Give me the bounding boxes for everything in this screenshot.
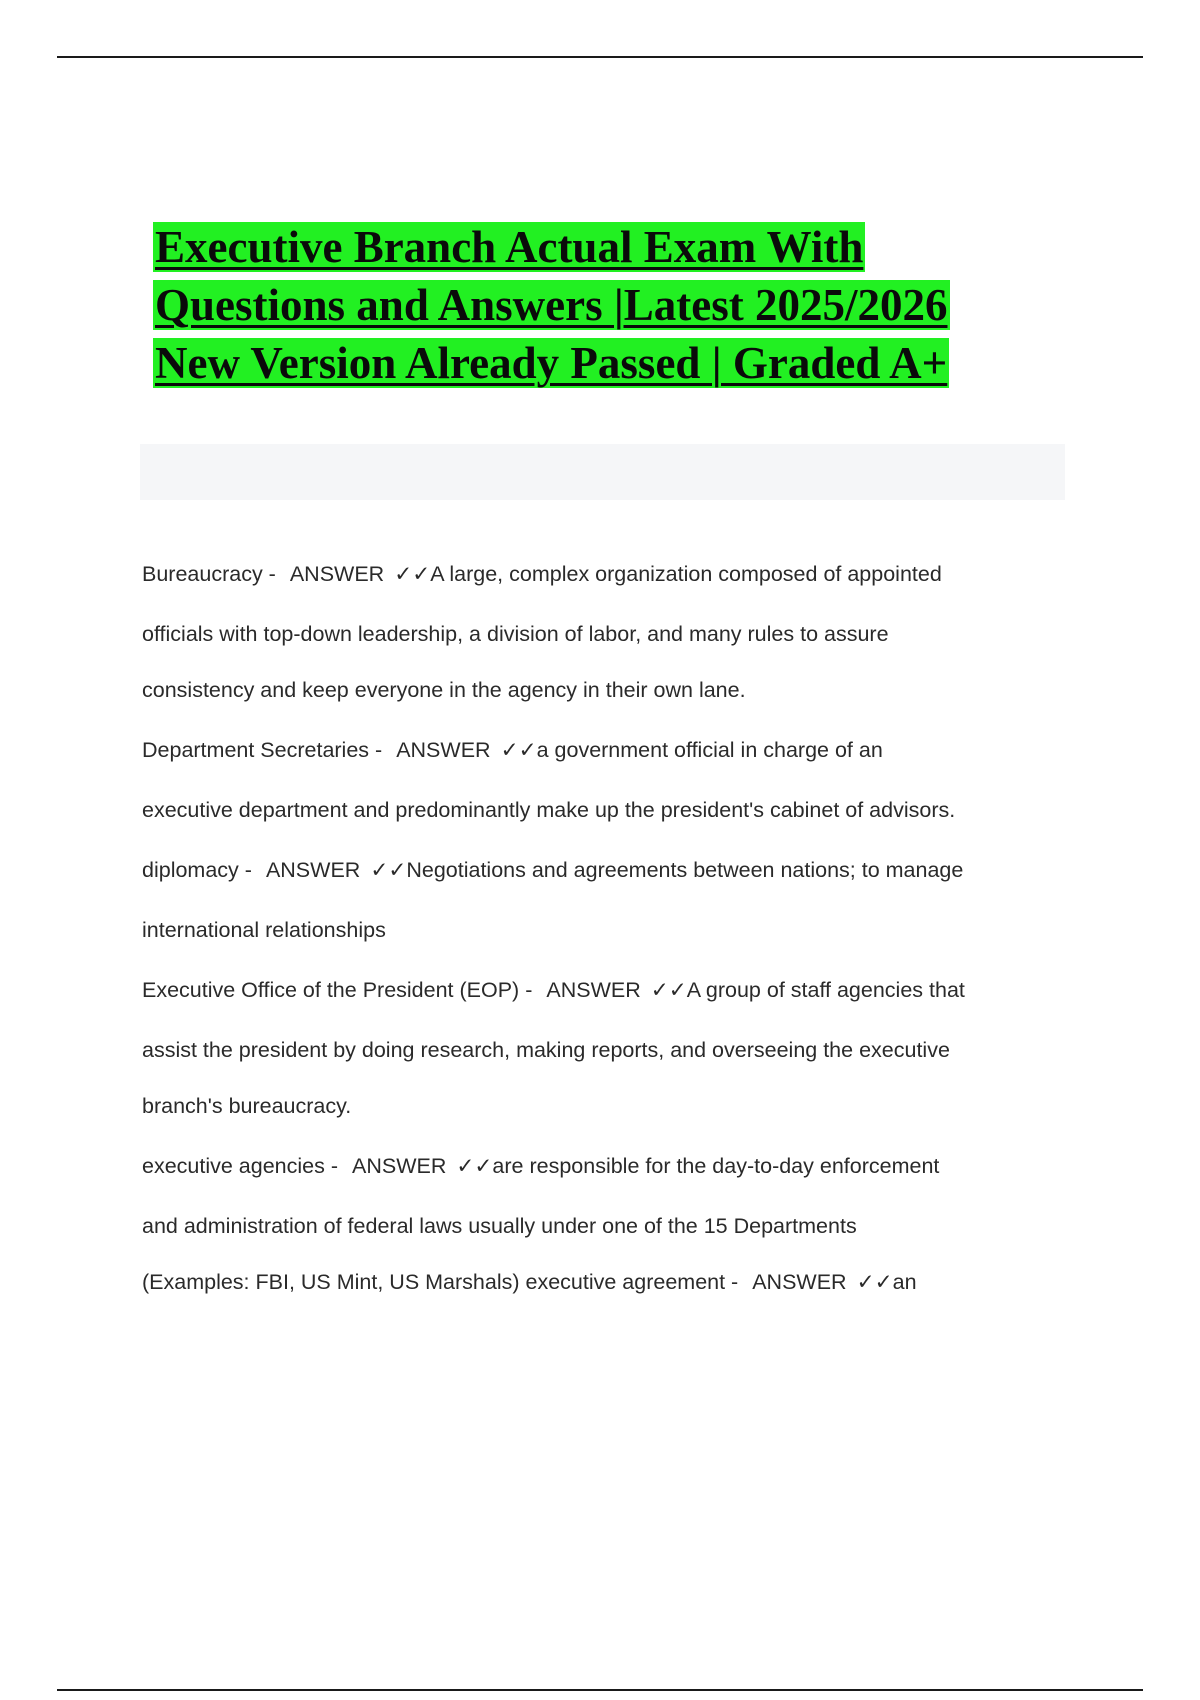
entry-text: officials with top-down leadership, a division of labor, and many rules to assure <box>142 622 889 646</box>
entry-text: A group of staff agencies that <box>686 978 965 1002</box>
bottom-rule <box>57 1689 1143 1691</box>
entry-line <box>142 672 1062 732</box>
entry-term: (Examples: FBI, US Mint, US Marshals) executive agreement - <box>142 1270 739 1294</box>
entry-line <box>142 616 1062 672</box>
entry-term: Executive Office of the President (EOP) - <box>142 978 533 1002</box>
check-marks: ✓✓ <box>370 858 407 882</box>
top-rule <box>57 56 1143 58</box>
entry-line <box>142 1264 1062 1324</box>
entry-text: A large, complex organization composed of appointed <box>430 562 942 586</box>
entry-term: Bureaucracy - <box>142 562 276 586</box>
entry-line <box>142 1208 1062 1264</box>
document-title <box>153 218 1053 392</box>
answer-label: ANSWER <box>752 1270 847 1294</box>
entry-line <box>142 732 1062 792</box>
entry-text: consistency and keep everyone in the agency in their own lane. <box>142 678 746 702</box>
entry-text: are responsible for the day-to-day enforcement <box>492 1154 940 1178</box>
qa-entries <box>142 556 1062 1324</box>
title-line: New Version Already Passed | Graded A+ <box>155 338 948 388</box>
entry-line <box>142 792 1062 852</box>
entry-line <box>142 1032 1062 1088</box>
entry-text: a government official in charge of an <box>536 738 883 762</box>
entry-term: executive agencies - <box>142 1154 338 1178</box>
answer-label: ANSWER <box>352 1154 447 1178</box>
answer-label: ANSWER <box>546 978 641 1002</box>
check-marks: ✓✓ <box>500 738 537 762</box>
title-line: Questions and Answers |Latest 2025/2026 <box>155 280 948 330</box>
answer-label: ANSWER <box>265 858 361 882</box>
entry-text: branch's bureaucracy. <box>142 1094 352 1118</box>
entry-line <box>142 1088 1062 1148</box>
blank-band <box>140 444 1065 500</box>
entry-line <box>142 972 1062 1032</box>
entry-text: an <box>892 1270 917 1294</box>
entry-line <box>142 556 1062 616</box>
answer-label: ANSWER <box>396 738 491 762</box>
check-marks: ✓✓ <box>650 978 687 1002</box>
entry-line <box>142 852 1062 912</box>
entry-term: diplomacy - <box>142 858 252 882</box>
title-line: Executive Branch Actual Exam With <box>155 222 864 272</box>
entry-line <box>142 1148 1062 1208</box>
check-marks: ✓✓ <box>456 1154 493 1178</box>
entry-text: and administration of federal laws usually under one of the 15 Departments <box>142 1214 857 1238</box>
entry-text: executive department and predominantly make up the president's cabinet of advisors. <box>142 798 956 822</box>
entry-text: Negotiations and agreements between nations; to manage <box>406 858 964 882</box>
check-marks: ✓✓ <box>394 562 431 586</box>
answer-label: ANSWER <box>289 562 385 586</box>
entry-text: assist the president by doing research, making reports, and overseeing the executive <box>142 1038 950 1062</box>
entry-text: international relationships <box>142 918 386 942</box>
entry-term: Department Secretaries - <box>142 738 383 762</box>
entry-line <box>142 912 1062 972</box>
check-marks: ✓✓ <box>856 1270 893 1294</box>
